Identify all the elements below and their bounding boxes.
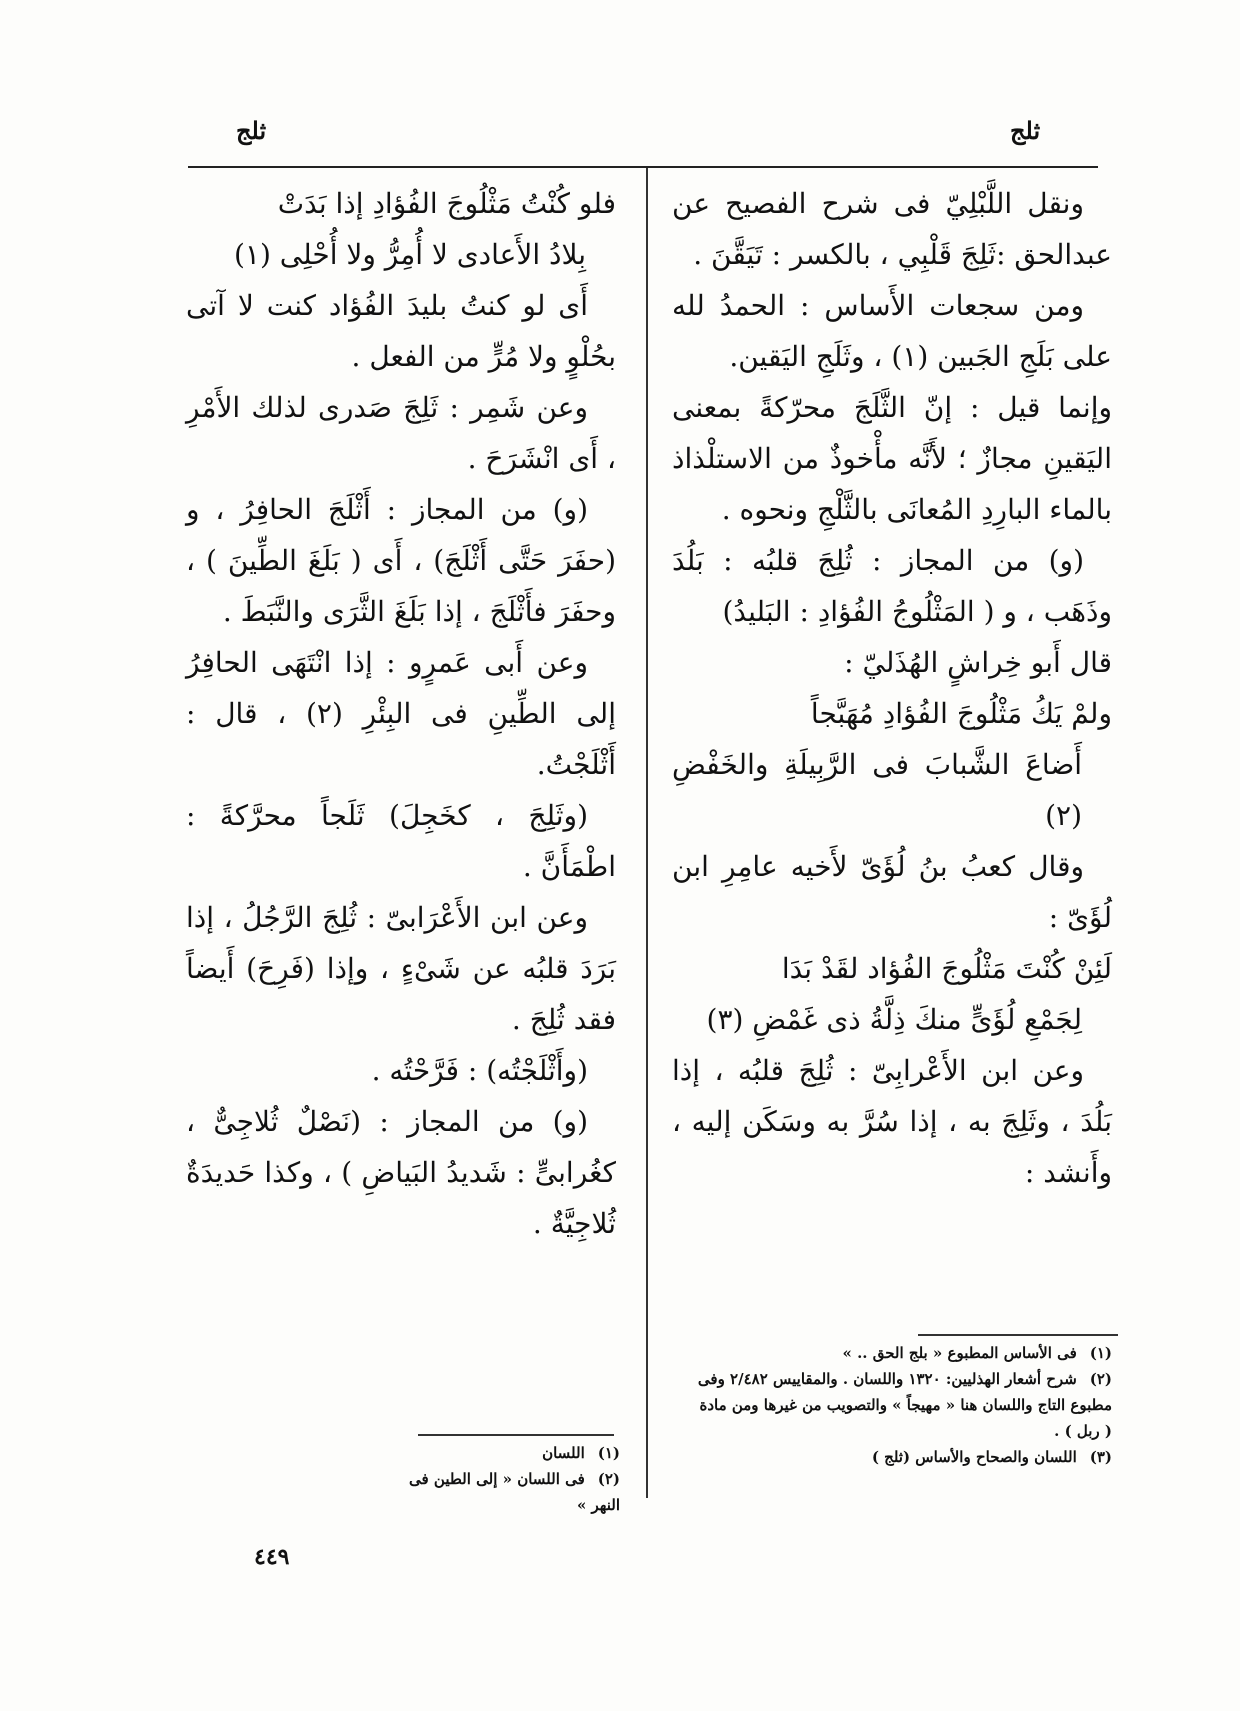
paragraph: وعن شَمِر : ثَلِجَ صَدرى لذلك الأَمْرِ ، أَى انْشَرَحَ .	[186, 391, 616, 475]
paragraph: وعن أَبى عَمرٍو : إذا انْتَهَى الحافِرُ إلى الطِّينِ فى البِئْرِ (٢) ، قال : أَثْلَجْتُ.	[186, 646, 616, 781]
footnote-number: (٢)	[1089, 1370, 1112, 1388]
footnote	[690, 1444, 1112, 1470]
page-number: ٤٤٩	[254, 1544, 290, 1570]
paragraph: (وثَلِجَ ، كخَجِلَ) ثَلَجاً محرَّكةً : اطْمَأَنَّ .	[186, 799, 616, 883]
footnote	[690, 1366, 1112, 1444]
verse-line: لَئِنْ كُنْتَ مَثْلُوجَ الفُؤاد لقَدْ بَدَا	[781, 952, 1112, 985]
footnote-text: اللسان	[542, 1444, 585, 1462]
right-column	[672, 178, 1112, 1198]
footnote-text: اللسان والصحاح والأساس (ثلج )	[871, 1448, 1077, 1466]
footnotes-right	[690, 1340, 1112, 1470]
paragraph: أَى لو كنتُ بليدَ الفُؤاد كنت لا آتى بحُلْوٍ ولا مُرٍّ من الفعل .	[186, 289, 616, 373]
left-column	[186, 178, 616, 1249]
footnote-number: (١)	[1089, 1344, 1112, 1362]
verse-line: لِجَمْعِ لُؤَىٍّ منكَ ذِلَّةُ ذى غَمْضِ (٣)	[706, 1003, 1082, 1036]
footnote-number: (١)	[597, 1444, 620, 1462]
paragraph: قال أَبو خِراشٍ الهُذَليّ :	[844, 646, 1112, 679]
header-rule	[188, 166, 1098, 168]
footnote	[380, 1466, 620, 1518]
paragraph: (و) من المجاز : (نَصْلٌ ثُلاجِىٌّ ، كغُرابىٍّ : شَديدُ البَياضِ ) ، وكذا حَديدَةٌ ثُلاجِيَّةٌ .	[186, 1105, 616, 1240]
footnotes-left	[380, 1440, 620, 1518]
verse-line: بِلادُ الأَعادى لا أُمِرُّ ولا أُحْلِى (١)	[233, 238, 586, 271]
footnote-text: فى الأساس المطبوع « بلج الحق .. »	[842, 1344, 1077, 1362]
paragraph: (و) من المجاز : ثُلِجَ قلبُه : بَلُدَ وذَهَب ، و ( المَثْلُوجُ الفُؤادِ : البَليدُ)	[672, 544, 1112, 628]
paragraph: (و) من المجاز : أَثْلَجَ الحافِرُ ، و (حفَرَ حَتَّى أَثْلَجَ) ، أَى ( بَلَغَ الطِّينَ ) ، وحفَرَ فأَثْلَجَ ، إذا بَلَغَ الثَّرَى والنَّبَطَ .	[186, 493, 616, 628]
paragraph: وعن ابن الأَعْرابِىّ : ثُلِجَ قلبُه ، إذا بَلُدَ ، وثَلِجَ به ، إذا سُرَّ به وسَكَن إليه ، وأَنشد :	[672, 1054, 1112, 1189]
paragraph: وعن ابن الأَعْرَابىّ : ثُلِجَ الرَّجُلُ ، إذا بَرَدَ قلبُه عن شَىْءٍ ، وإذا (فَرِحَ) أَيضاً فقد ثُلِجَ .	[186, 901, 616, 1036]
verse-line: فلو كُنْتُ مَثْلُوجَ الفُؤادِ إذا بَدَتْ	[277, 187, 616, 220]
column-divider	[646, 168, 648, 1498]
running-header-left: ثلج	[236, 116, 267, 145]
footnote-rule-right	[918, 1334, 1118, 1336]
footnote-number: (٣)	[1089, 1448, 1112, 1466]
paragraph: ومن سجعات الأَساس : الحمدُ لله على بَلَجِ الجَبين (١) ، وثَلَجِ اليَقين.	[672, 289, 1112, 373]
footnote-text: فى اللسان « إلى الطين فى النهر »	[409, 1470, 620, 1514]
footnote	[380, 1440, 620, 1466]
paragraph: ونقل اللَّبْلِيّ فى شرح الفصيح عن عبدالحق :ثَلِجَ قَلْبِي ، بالكسر : تَيَقَّنَ .	[672, 187, 1112, 271]
paragraph: وقال كعبُ بنُ لُؤَىّ لأَخيه عامِرِ ابن لُؤَىّ :	[672, 850, 1112, 934]
verse-line: أَضاعَ الشَّبابَ فى الرَّبِيلَةِ والخَفْضِ (٢)	[672, 748, 1082, 832]
paragraph: وإنما قيل : إنّ الثَّلَجَ محرّكةً بمعنى اليَقينِ مجازٌ ؛ لأَنَّه مأْخوذٌ من الاستلْذاذ بالماء البارِدِ المُعانَى بالثَّلْجِ ونحوه .	[672, 391, 1112, 526]
paragraph: (وأَثْلَجْتُه) : فَرَّحْتُه .	[371, 1054, 588, 1087]
running-header-right: ثلج	[1010, 116, 1041, 145]
footnote	[690, 1340, 1112, 1366]
verse-line: ولمْ يَكُ مَثْلُوجَ الفُؤادِ مُهَبَّجاً	[810, 697, 1112, 730]
footnote-text: شرح أشعار الهذليين: ١٣٢٠ واللسان . والمقاييس ٢/٤٨٢ وفى مطبوع التاج واللسان هنا « مهيجاً » والتصويب من غيرها ومن مادة ( ربل ) .	[697, 1370, 1112, 1440]
footnote-number: (٢)	[597, 1470, 620, 1488]
footnote-rule-left	[418, 1434, 614, 1436]
